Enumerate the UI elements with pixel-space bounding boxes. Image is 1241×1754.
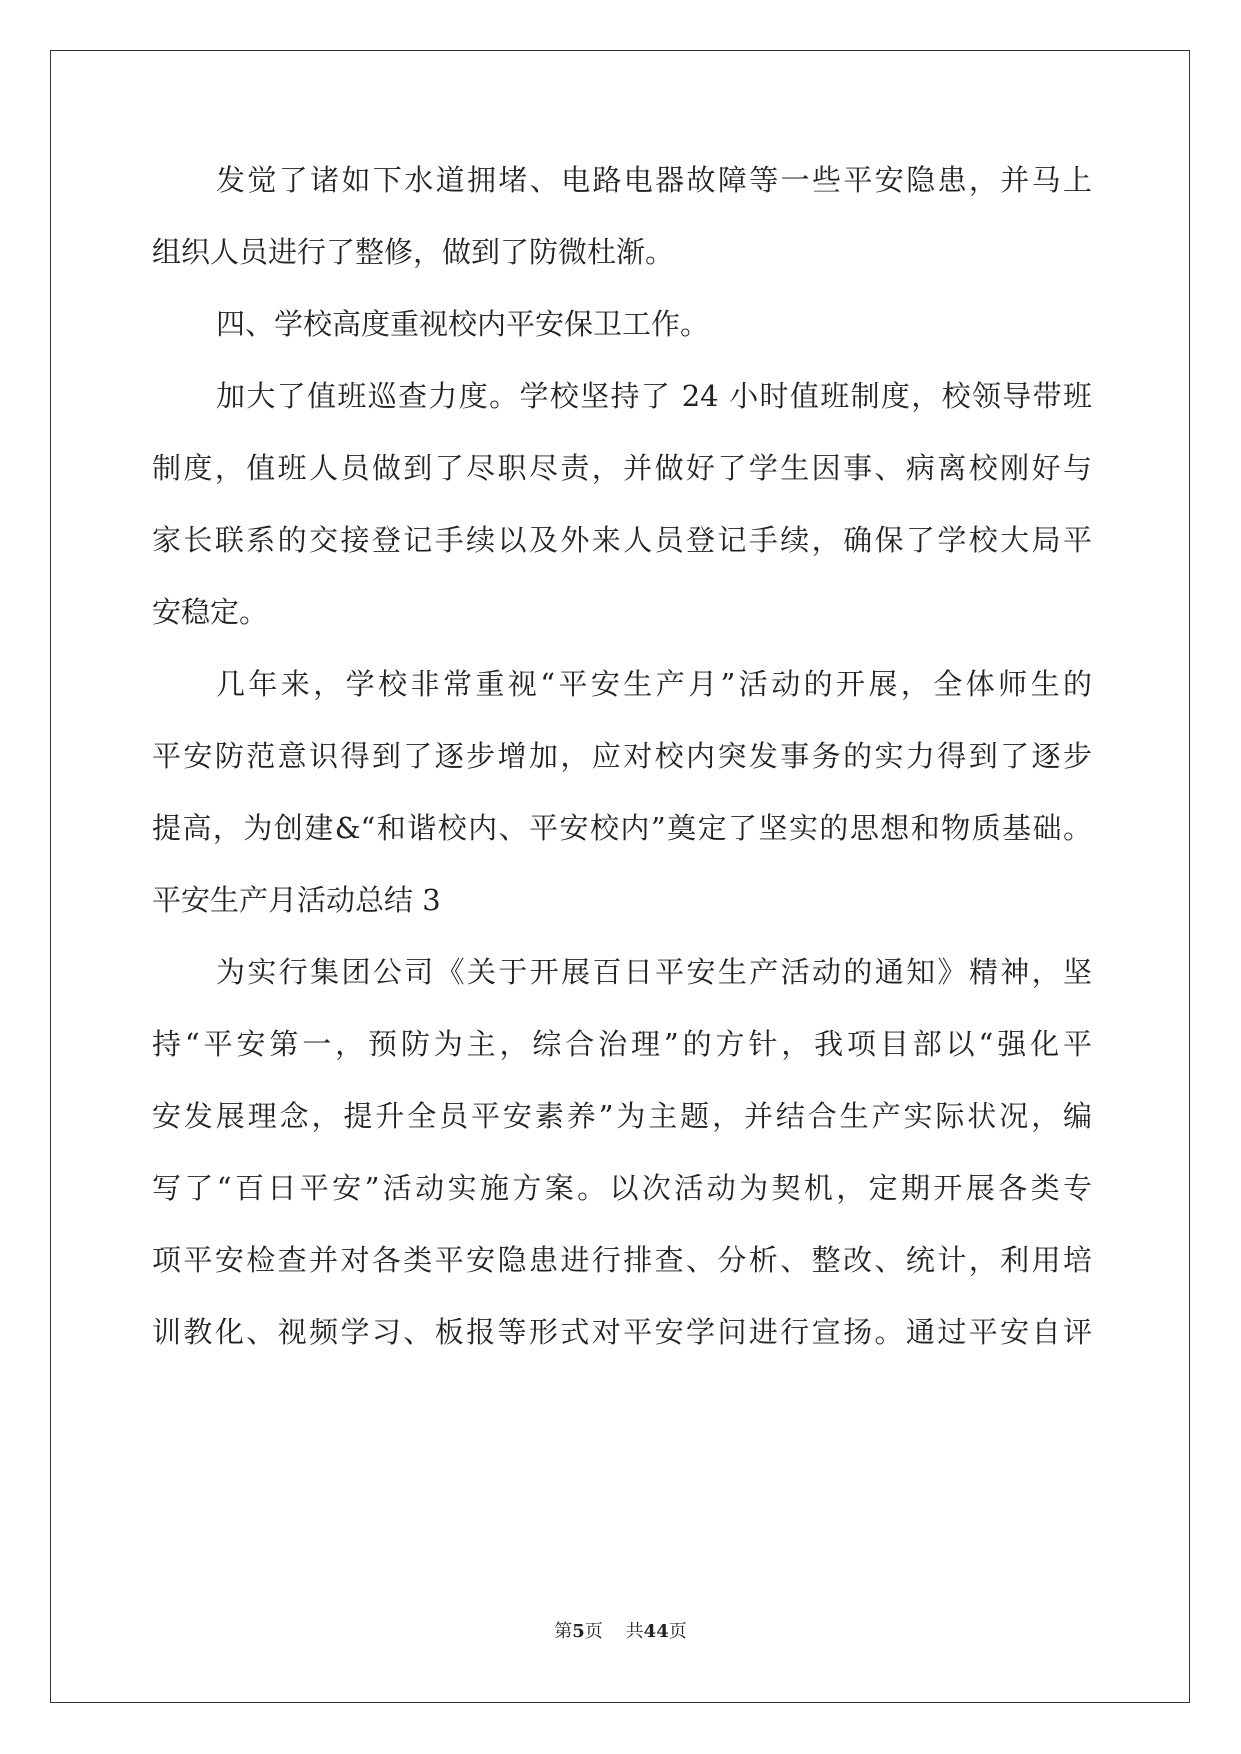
footer-prefix: 第 <box>554 1621 573 1642</box>
footer-total-suffix: 页 <box>668 1621 687 1642</box>
paragraph-line: 项平安检查并对各类平安隐患进行排查、分析、整改、统计，利用培 <box>152 1243 1092 1277</box>
paragraph-line: 组织人员进行了整修，做到了防微杜渐。 <box>152 235 675 269</box>
paragraph-line: 家长联系的交接登记手续以及外来人员登记手续，确保了学校大局平 <box>152 523 1092 557</box>
paragraph-line: 为实行集团公司《关于开展百日平安生产活动的通知》精神，坚 <box>216 955 1092 989</box>
paragraph-line: 安发展理念，提升全员平安素养”为主题，并结合生产实际状况，编 <box>152 1099 1092 1133</box>
page-footer <box>0 1620 1241 1644</box>
paragraph-line: 发觉了诸如下水道拥堵、电路电器故障等一些平安隐患，并马上 <box>216 163 1092 197</box>
paragraph-line: 提高，为创建&“和谐校内、平安校内”奠定了坚实的思想和物质基础。 <box>152 811 1092 845</box>
paragraph-line: 几年来，学校非常重视“平安生产月”活动的开展，全体师生的 <box>216 667 1092 701</box>
current-page-number: 5 <box>572 1621 585 1642</box>
paragraph-line: 加大了值班巡查力度。学校坚持了 24 小时值班制度，校领导带班 <box>216 379 1092 413</box>
footer-page-suffix: 页 <box>584 1621 603 1642</box>
page-border <box>50 50 1190 1703</box>
footer-total-prefix: 共 <box>625 1621 644 1642</box>
total-page-count: 44 <box>643 1621 669 1642</box>
paragraph-line: 平安防范意识得到了逐步增加，应对校内突发事务的实力得到了逐步 <box>152 739 1092 773</box>
paragraph-line: 训教化、视频学习、板报等形式对平安学问进行宣扬。通过平安自评 <box>152 1315 1092 1349</box>
paragraph-line: 制度，值班人员做到了尽职尽责，并做好了学生因事、病离校刚好与 <box>152 451 1092 485</box>
paragraph-line: 写了“百日平安”活动实施方案。以次活动为契机，定期开展各类专 <box>152 1171 1092 1205</box>
section-heading: 四、学校高度重视校内平安保卫工作。 <box>216 307 710 341</box>
paragraph-line: 持“平安第一，预防为主，综合治理”的方针，我项目部以“强化平 <box>152 1027 1092 1061</box>
document-subtitle: 平安生产月活动总结 3 <box>152 883 441 917</box>
paragraph-line: 安稳定。 <box>152 595 269 629</box>
